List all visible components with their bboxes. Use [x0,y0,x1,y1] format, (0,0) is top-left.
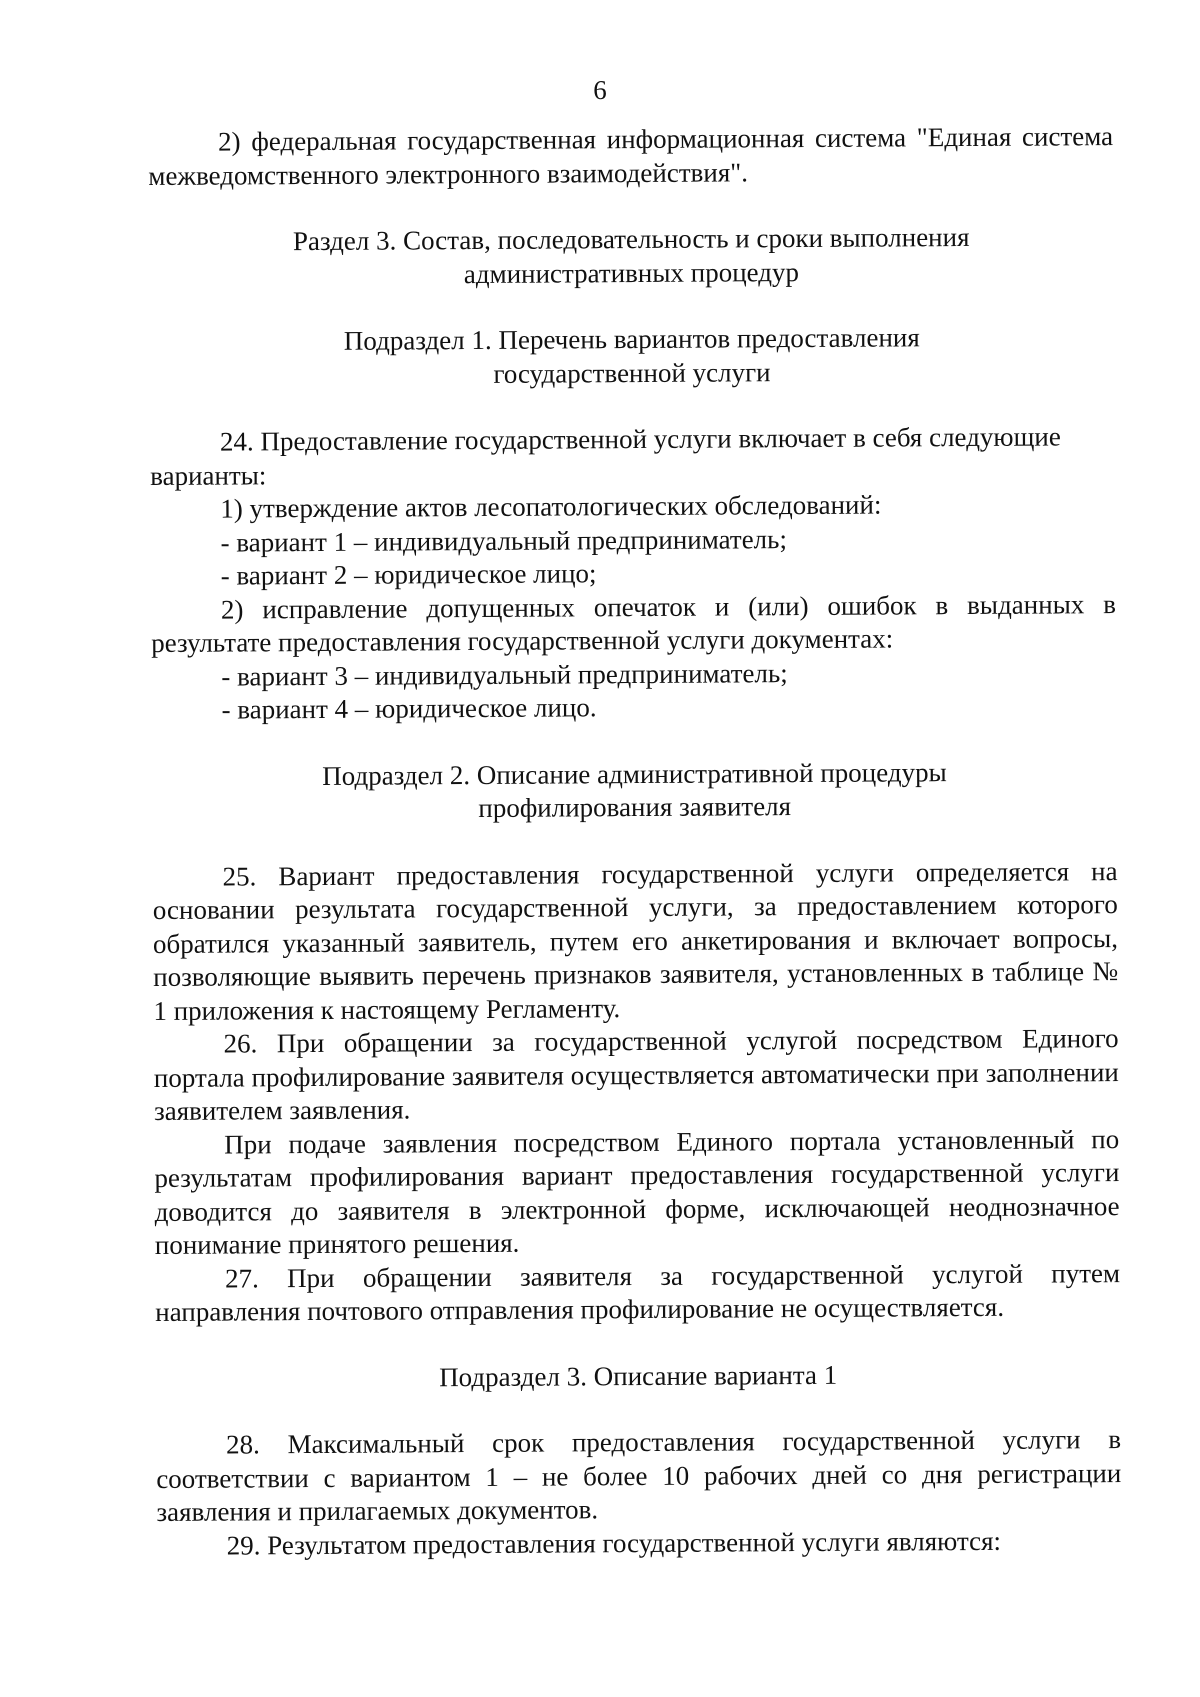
paragraph-27: 27. При обращении заявителя за государственной услугой путем направления почтового отправления профилирование не осуществляется. [155,1257,1121,1327]
paragraph-26: 26. При обращении за государственной услугой посредством Единого портала профилирование заявителя осуществляется автоматически при заполнении заявителем заявления. [153,1023,1119,1126]
list-item: - вариант 1 – индивидуальный предприниматель; [220,523,788,558]
section-3-heading-line-1: Раздел 3. Состав, последовательность и сроки выполнения [292,221,970,257]
subsection-2-heading-line-1: Подраздел 2. Описание административной процедуры [322,756,947,791]
list-item: - вариант 4 – юридическое лицо. [221,692,597,725]
subsection-2-heading-line-2: профилирования заявителя [478,791,792,823]
paragraph-24-item-2: 2) исправление допущенных опечаток и (или) ошибок в выданных в результате предоставления государственной услуги документах: [151,588,1117,658]
subsection-1-heading-line-1: Подраздел 1. Перечень вариантов предоставления [343,322,920,356]
list-item: - вариант 2 – юридическое лицо; [220,558,597,591]
paragraph-29: 29. Результатом предоставления государственной услуги являются: [226,1525,1002,1561]
subsection-1-heading-line-2: государственной услуги [493,356,771,389]
paragraph-24: 24. Предоставление государственной услуги включает в себя следующие варианты: [150,421,1061,491]
page-number: 6 [593,75,607,105]
section-3-heading-line-2: административных процедур [463,256,800,289]
list-item: 1) утверждение актов лесопатологических обследований: [220,489,882,524]
document-body [148,120,1122,1563]
subsection-2-heading [152,755,1117,828]
paragraph-28: 28. Максимальный срок предоставления государственной услуги в соответствии с вариантом 1 – не более 10 рабочих дней со дня регистрации заявления и прилагаемых документов. [156,1424,1122,1527]
section-3-heading [149,220,1114,293]
paragraph-25: 25. Вариант предоставления государственной услуги определяется на основании результата государственной услуги, за предоставлением которого обратился указанный заявитель, путем его анкетирования и включает вопросы, позволяющие выявить перечень признаков заявителя, установленных в таблице № 1 приложения к настоящему Регламенту. [152,855,1119,1026]
paragraph-23-item-2: 2) федеральная государственная информационная система "Единая система межведомственного электронного взаимодействия". [148,121,1114,191]
list-item: - вариант 3 – индивидуальный предприниматель; [221,657,788,692]
paragraph-26-continued: При подаче заявления посредством Единого портала установленный по результатам профилирования вариант предоставления государственной услуги доводится до заявителя в электронной форме, исключающей неоднозначное понимание принятого решения. [154,1123,1120,1260]
subsection-3-heading-line-1: Подраздел 3. Описание варианта 1 [439,1359,838,1392]
subsection-1-heading [149,320,1114,393]
